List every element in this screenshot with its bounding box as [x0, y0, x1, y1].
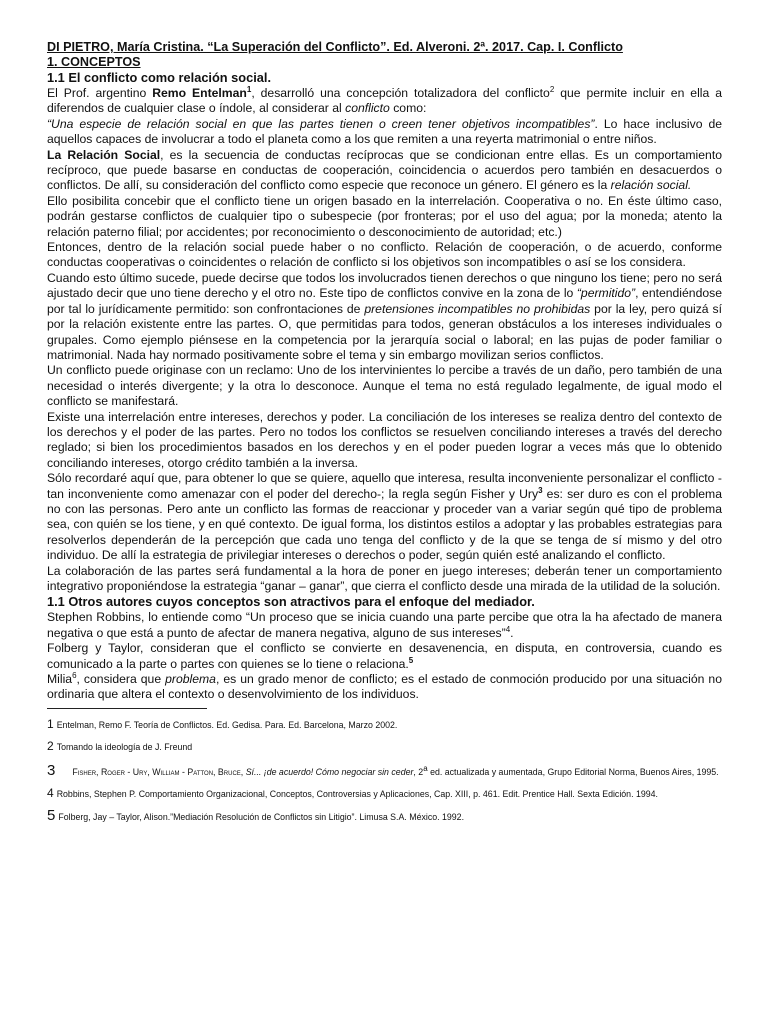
citation-header: DI PIETRO, María Cristina. “La Superación del Conflicto”. Ed. Alveroni. 2ª. 2017. Cap. I. Conflicto — [47, 40, 623, 54]
footnote-ref-4[interactable]: 4 — [505, 624, 511, 634]
paragraph-origen: Ello posibilita concebir que el conflicto tiene un origen basado en la interrelación. Cooperativa o no. En éste último caso, podrán gestarse conflictos de cualquier tipo o subespecie (por fronteras; por el uso del agua; por la moneda; atento la relación paterno filial; por accidentes; por reconocimiento o desconocimiento de autoridad; etc.) — [47, 193, 722, 239]
footnote-ref-2[interactable]: 2 — [549, 84, 555, 94]
section-heading-1: 1.1 El conflicto como relación social. — [47, 70, 272, 85]
footnote-ref-1[interactable]: 1 — [246, 84, 252, 94]
paragraph-entelman: El Prof. argentino Remo Entelman$^1$, desarrolló una concepción totalizadora del conflicto$^2$ que permite incluir en ella a diferendos de cualquier clase o índole, al considerar al conflicto como: — [47, 84, 722, 116]
paragraph-reclamo: Un conflicto puede originase con un reclamo: Uno de los intervinientes lo percibe a través de un daño, pero también de una necesidad o interés divergente; y la otra lo desconoce. Aunque el tema no está regulado legalmente, de igual modo el conflicto se manifestará. — [47, 363, 722, 409]
footnote-ref-6[interactable]: 6 — [72, 670, 77, 680]
paragraph-definition-quote: “Una especie de relación social en que las partes tienen o creen tener objetivos incompatibles”. Lo hace inclusivo de aquellos capaces de involucrar a todo el planeta como a los que remiten a una reyerta matrimonial o entre niños. — [47, 116, 722, 147]
paragraph-colaboracion: La colaboración de las partes será fundamental a la hora de poner en juego intereses; deberán tener un comportamiento integrativo proponiéndose la estrategia “ganar – ganar”, que cierra el conflicto desde una mirada de la utilidad de la solución. — [47, 563, 722, 593]
paragraph-relacion-social: La Relación Social, es la secuencia de conductas recíprocas que se condicionan entre ellas. Es un comportamiento recíproco, que puede basarse en conductas de cooperación, coincidencia o acuerdos pero también en desacuerdos o conflictos. De allí, su consideración del conflicto como especie que reconoce un género. El género es la relación social. — [47, 147, 722, 193]
paragraph-fisher-ury: Sólo recordaré aquí que, para obtener lo que se quiere, aquello que interesa, resulta inconveniente personalizar el conflicto -tan inconveniente como amenazar con el poder del derecho-; la regla según Fisher y Ury$^3$ es: ser duro es con el problema no con las personas. Pero ante un conflicto las formas de reaccionar y proceder van a variar según qué tipo de problema sea, con quién se los tiene, y en qué contexto. De igual forma, los distintos estilos a adoptar y las probables estrategias para resolverlos dependerán de la percepción que cada uno tenga del conflicto y de la que se tenga de sí mismo y del otro individuo. De allí la estrategia de privilegiar intereses o derechos o poder, según quién esté analizando el conflicto. — [47, 471, 722, 563]
section-heading-2: 1.1 Otros autores cuyos conceptos son atractivos para el enfoque del mediador. — [47, 594, 535, 610]
footnote-2: 2 Tomando la ideología de J. Freund — [47, 738, 193, 753]
footnote-1: 1 Entelman, Remo F. Teoría de Conflictos. Ed. Gedisa. Para. Ed. Barcelona, Marzo 2002. — [47, 716, 398, 731]
footnote-separator — [47, 708, 207, 709]
chapter-heading: 1. CONCEPTOS — [47, 55, 141, 69]
document-page — [47, 40, 722, 823]
paragraph-milia: Milia$^6$, considera que problema, es un grado menor de conflicto; es el estado de conmoción producido por una situación no ordinaria que altera el contexto o desenvolvimiento de los individuos. — [47, 670, 722, 702]
footnote-ref-5[interactable]: 5 — [408, 655, 414, 665]
footnote-3: 3 Fisher, Roger - Ury, William - Patton, Bruce, Sí... ¡de acuerdo! Cómo negociar sin ceder, 2$^a$ ed. actualizada y aumentada, Grupo Editorial Norma, Buenos Aires, 1995. — [47, 761, 719, 779]
paragraph-robbins: Stephen Robbins, lo entiende como “Un proceso que se inicia cuando una parte percibe que otra la ha afectado de manera negativa o que está a punto de afectar de manera negativa, alguno de sus intereses”$^4$. — [47, 610, 722, 640]
footnote-ref-3[interactable]: 3 — [538, 485, 543, 495]
paragraph-interrelacion: Existe una interrelación entre intereses, derechos y poder. La conciliación de los intereses se realiza dentro del contexto de los derechos y el poder de las partes. Pero no todos los conflictos se resuelven conciliando intereses a través del derecho reglado; si bien los procedimientos basados en los derechos y en el poder pueden lograr a veces más que lo obtenido conciliando intereses, otorgo crédito también a la inversa. — [47, 409, 722, 470]
paragraph-folberg-taylor: Folberg y Taylor, consideran que el conflicto se convierte en desavenencia, en disputa, en controversia, cuando es comunicado a la parte o partes con quienes se lo tiene o relaciona.$^5$ — [47, 641, 722, 671]
footnote-5: 5 Folberg, Jay – Taylor, Alison.”Mediación Resolución de Conflictos sin Litigio”. Limusa S.A. México. 1992. — [47, 806, 465, 824]
paragraph-derechos: Cuando esto último sucede, puede decirse que todos los involucrados tienen derechos o que ninguno los tiene; pero no será ajustado decir que uno tiene derecho y el otro no. Este tipo de conflictos convive en la zona de lo “permitido”, entendiéndose por tal lo jurídicamente permitido: son confrontaciones de pretensiones incompatibles no prohibidas por la ley, pero quizá sí por la relación existente entre las partes. O, que permitidas para todos, generan obstáculos a los intereses individuales o grupales. Como ejemplo piénsese en la competencia por la jerarquía social o laboral; en las pujas de poder familiar o matrimonial. Nada hay normado positivamente sobre el tema y sin embargo movilizan serios conflictos. — [47, 270, 723, 362]
footnote-4: 4 Robbins, Stephen P. Comportamiento Organizacional, Conceptos, Controversias y Aplicaciones, Cap. XIII, p. 461. Edit. Prentice Hall. Sexta Edición. 1994. — [47, 785, 658, 800]
paragraph-entonces: Entonces, dentro de la relación social puede haber o no conflicto. Relación de cooperación, o de acuerdo, conforme conductas cooperativas o coincidentes o relación de conflicto si los objetivos son incompatibles o así se los considera. — [47, 240, 722, 270]
